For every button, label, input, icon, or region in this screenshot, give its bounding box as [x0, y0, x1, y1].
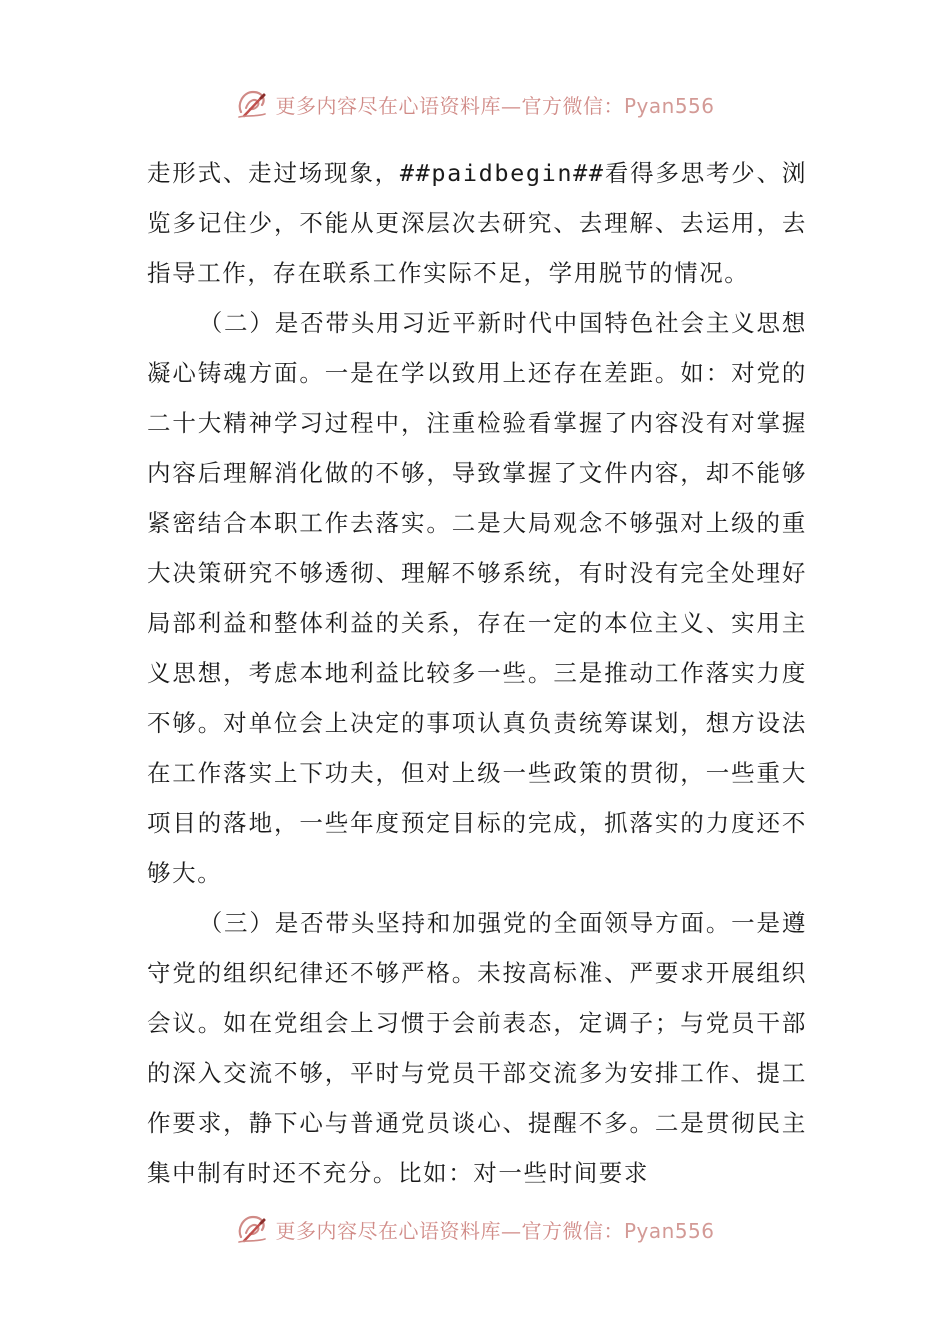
- signature-pen-logo-icon: [235, 1211, 271, 1247]
- watermark-text: [275, 1215, 714, 1244]
- document-body: [147, 148, 807, 1198]
- paragraph-section-three: （三）是否带头坚持和加强党的全面领导方面。一是遵守党的组织纪律还不够严格。未按高标准、严要求开展组织会议。如在党组会上习惯于会前表态，定调子；与党员干部的深入交流不够，平时与党员干部交流多为安排工作、提工作要求，静下心与普通党员谈心、提醒不多。二是贯彻民主集中制有时还不充分。比如：对一些时间要求: [147, 909, 807, 1187]
- wechat-id: Pyan556: [623, 1218, 715, 1243]
- watermark-banner-bottom: [0, 1209, 950, 1249]
- watermark-banner-top: [0, 84, 950, 124]
- watermark-text: [275, 90, 714, 119]
- paragraph-section-two: （二）是否带头用习近平新时代中国特色社会主义思想凝心铸魂方面。一是在学以致用上还存在差距。如：对党的二十大精神学习过程中，注重检验看掌握了内容没有对掌握内容后理解消化做的不够，导致掌握了文件内容，却不能够紧密结合本职工作去落实。二是大局观念不够强对上级的重大决策研究不够透彻、理解不够系统，有时没有完全处理好局部利益和整体利益的关系，存在一定的本位主义、实用主义思想，考虑本地利益比较多一些。三是推动工作落实力度不够。对单位会上决定的事项认真负责统筹谋划，想方设法在工作落实上下功夫，但对上级一些政策的贯彻，一些重大项目的落地，一些年度预定目标的完成，抓落实的力度还不够大。: [147, 309, 807, 887]
- wechat-id: Pyan556: [623, 93, 715, 118]
- watermark-label: 更多内容尽在心语资料库—官方微信：: [275, 1218, 624, 1243]
- signature-pen-logo-icon: [235, 86, 271, 122]
- watermark-label: 更多内容尽在心语资料库—官方微信：: [275, 93, 624, 118]
- paragraph-continuation: 走形式、走过场现象，##paidbegin##看得多思考少、浏览多记住少，不能从更深层次去研究、去理解、去运用，去指导工作，存在联系工作实际不足，学用脱节的情况。: [147, 159, 807, 287]
